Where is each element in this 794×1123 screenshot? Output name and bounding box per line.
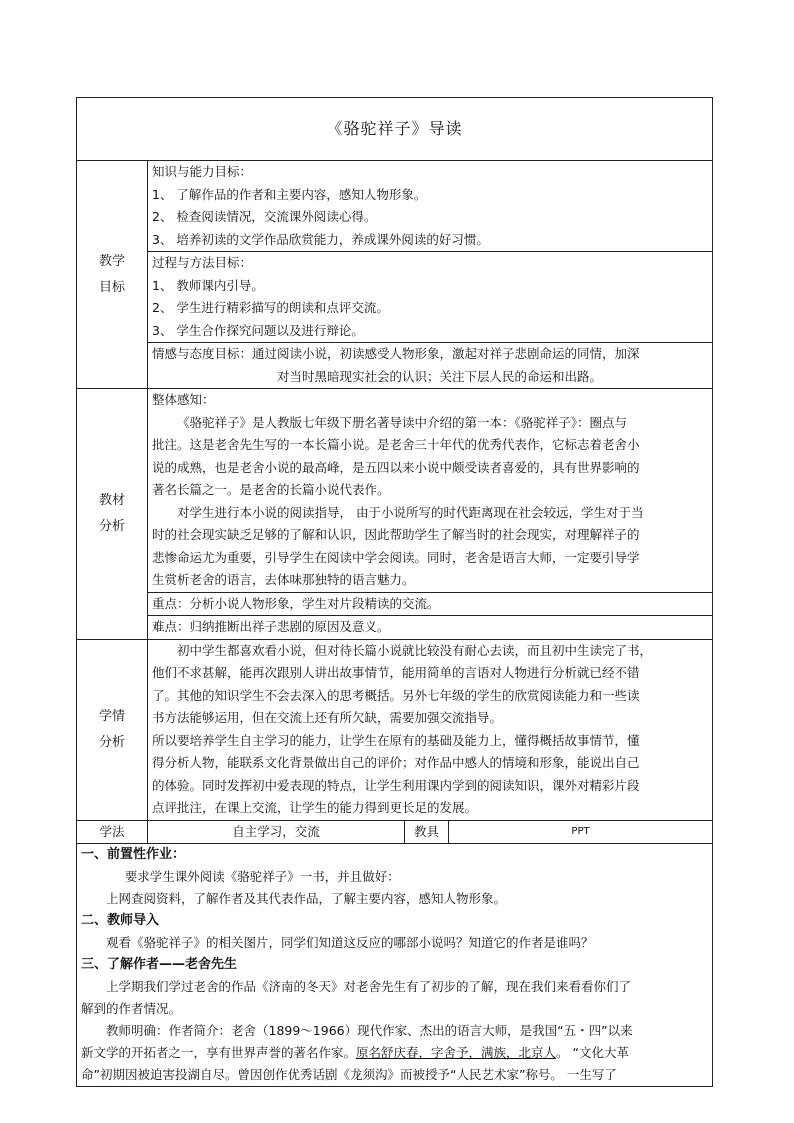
list-item: 2、 检查阅读情况，交流课外阅读心得。 bbox=[152, 209, 377, 224]
process-goals: 过程与方法目标： 1、 教师课内引导。 2、 学生进行精彩描写的朗读和点评交流。 3、 学生合作探究问题以及进行辩论。 bbox=[148, 252, 713, 343]
list-item: 2、 学生进行精彩描写的朗读和点评交流。 bbox=[152, 300, 389, 315]
section-heading: 二、教师导入 bbox=[81, 913, 160, 928]
page-title: 《骆驼祥子》导读 bbox=[77, 98, 713, 161]
method-label: 学法 bbox=[77, 820, 148, 844]
list-item: 3、 学生合作探究问题以及进行辩论。 bbox=[152, 322, 364, 338]
key-point: 重点：分析小说人物形象，学生对片段精读的交流。 bbox=[148, 592, 713, 616]
material-overview: 整体感知： 《骆驼祥子》是人教版七年级下册名著导读中介绍的第一本：《骆驼祥子》：圈点与 批注。这是老舍先生写的一本长篇小说。是老舍三十年代的优秀代表作，它标志着老舍小 说的成熟，也是老舍小说的最高峰，是五四以来小说中颇受读者喜爱的，具有世界影响的 著名长篇之一。是老舍的长篇小说代表作。 对学生进行本小说的阅读指导， 由于小说所写的时代距离现在社会较远，学生对于当 时的社会现实缺乏足够的了解和认识，因此帮助学生了解当时的社会现实，对理解祥子的 悲惨命运尤为重要，引导学生在阅读中学会阅读。同时，老舍是语言大师，一定要引导学 生赏析老舍的语言，去体味那独特的语言魅力。 bbox=[148, 389, 713, 593]
list-item: 1、 了解作品的作者和主要内容，感知人物形象。 bbox=[152, 186, 427, 202]
learner-label: 学情 分析 bbox=[77, 639, 148, 820]
method-value: 自主学习，交流 bbox=[148, 820, 405, 844]
material-label: 教材 分析 bbox=[77, 389, 148, 640]
lesson-plan-table bbox=[76, 97, 713, 1087]
learner-analysis: 初中学生都喜欢看小说，但对待长篇小说就比较没有耐心去读，而且初中生读完了书， 他们不求甚解，能再次跟别人讲出故事情节，能用简单的言语对人物进行分析就已经不错 了。其他的知识学生不会去深入的思考概括。另外七年级的学生的欣赏阅读能力和一些读 书方法能够运用，但在交流上还有所欠缺，需要加强交流指导。 所以要培养学生自主学习的能力，让学生在原有的基础及能力上，懂得概括故事情节，懂 得分析人物，能联系文化背景做出自己的评价；对作品中感人的情境和形象，能说出自己 的体验。同时发挥初中爱表现的特点，让学生利用课内学到的阅读知识，课外对精彩片段 点评批注，在课上交流，让学生的能力得到更长足的发展。 bbox=[148, 639, 713, 820]
goals-label: 教学 目标 bbox=[77, 161, 148, 389]
emotion-goals: 情感与态度目标：通过阅读小说，初读感受人物形象，激起对祥子悲剧命运的同情，加深 对当时黑暗现实社会的认识；关注下层人民的命运和出路。 bbox=[148, 343, 713, 389]
section-heading: 一、前置性作业： bbox=[81, 847, 186, 862]
section-heading: 三、了解作者——老舍先生 bbox=[81, 957, 238, 972]
tool-value: PPT bbox=[449, 820, 713, 844]
list-item: 3、 培养初读的文学作品欣赏能力，养成课外阅读的好习惯。 bbox=[152, 231, 489, 247]
knowledge-goals: 知识与能力目标： 1、 了解作品的作者和主要内容，感知人物形象。 2、 检查阅读情况，交流课外阅读心得。 3、 培养初读的文学作品欣赏能力，养成课外阅读的好习惯。 bbox=[148, 161, 713, 252]
tool-label: 教具 bbox=[405, 820, 449, 844]
teaching-process: 一、前置性作业： 要求学生课外阅读《骆驼祥子》一书，并且做好： 上网查阅资料，了解作者及其代表作品，了解主要内容，感知人物形象。 二、教师导入 观看《骆驼祥子》的相关图片，同学们知道这反应的哪部小说吗？知道它的作者是谁吗？ 三、了解作者——老舍先生 上学期我们学过老舍的作品《济南的冬天》对老舍先生有了初步的了解，现在我们来看看你们了 解到的作者情况。 教师明确：作者简介：老舍（1899～1966）现代作家、杰出的语言大师，是我国“五・四”以来 新文学的开拓者之一，享有世界声誉的著名作家。原名舒庆春，字舍予，满族，北京人。 “文化大革 命”初期因被迫害投湖自尽。曾因创作优秀话剧《龙须沟》而被授予“人民艺术家”称号。 一生写了 bbox=[77, 844, 713, 1087]
author-origin: 原名舒庆春，字舍予，满族，北京人 bbox=[356, 1045, 557, 1060]
difficulty: 难点：归纳推断出祥子悲剧的原因及意义。 bbox=[148, 616, 713, 640]
list-item: 1、 教师课内引导。 bbox=[152, 277, 264, 293]
